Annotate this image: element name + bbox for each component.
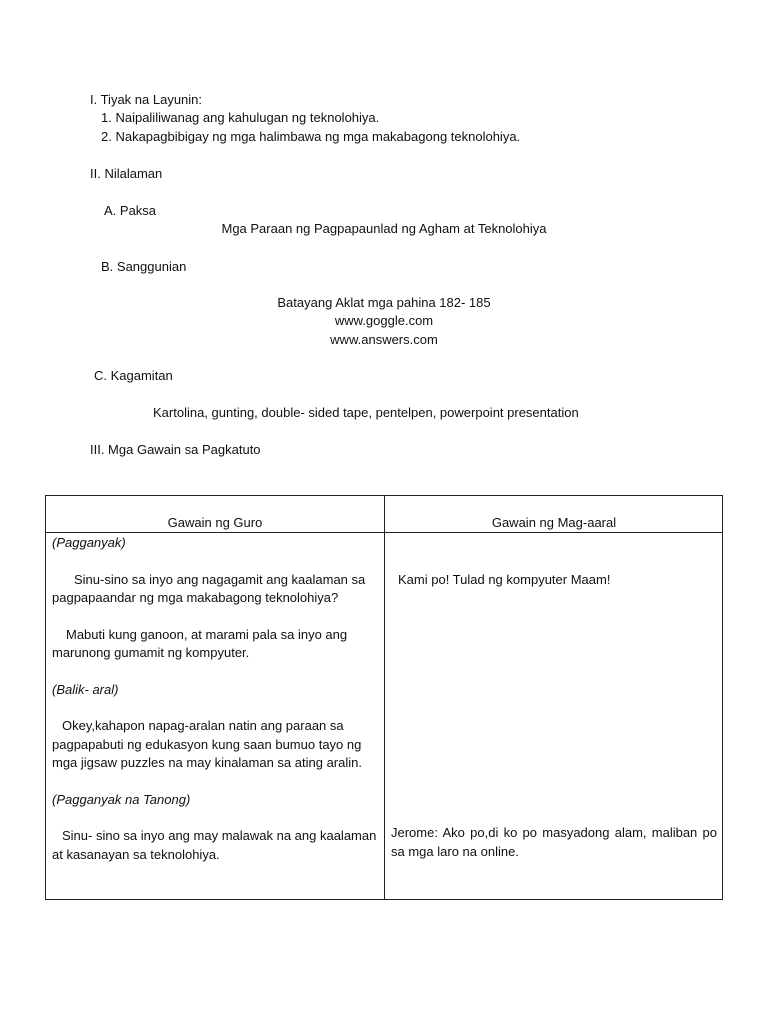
guro-paragraph-4: Sinu- sino sa inyo ang may malawak na ang kaalaman at kasanayan sa teknolohiya.: [52, 828, 377, 862]
header-mag-aaral: Gawain ng Mag-aaral: [491, 515, 617, 530]
guro-paragraph-1: Sinu-sino sa inyo ang nagagamit ang kaalaman sa pagpapaandar ng mga makabagong teknolohiya?: [52, 571, 366, 605]
kagamitan-value: Kartolina, gunting, double- sided tape, pentelpen, powerpoint presentation: [153, 405, 579, 420]
mag-aaral-column: [391, 534, 717, 859]
paksa-value: Mga Paraan ng Pagpapaunlad ng Agham at Teknolohiya: [221, 221, 547, 236]
activity-table: [45, 495, 723, 900]
pagganyak-tanong-label: (Pagganyak na Tanong): [52, 791, 191, 807]
section1-heading: I. Tiyak na Layunin:: [90, 92, 203, 107]
objective-item-1: 1. Naipaliliwanag ang kahulugan ng teknolohiya.: [101, 110, 380, 125]
header-divider: [46, 532, 722, 533]
sanggunian-label: B. Sanggunian: [101, 259, 187, 274]
sanggunian-link-2: www.answers.com: [330, 332, 438, 347]
pagganyak-label: (Pagganyak): [52, 535, 126, 550]
column-divider: [384, 496, 385, 899]
sanggunian-link-1: www.goggle.com: [334, 313, 434, 328]
guro-paragraph-3: Okey,kahapon napag-aralan natin ang paraan sa pagpapabuti ng edukasyon kung saan bumuo tayo ng mga jigsaw puzzles na may kinalaman sa ating aralin.: [52, 718, 362, 770]
guro-column: [52, 534, 378, 864]
guro-paragraph-2: Mabuti kung ganoon, at marami pala sa inyo ang marunong gumamit ng kompyuter.: [52, 626, 348, 660]
mag-aaral-response-1: Kami po! Tulad ng kompyuter Maam!: [398, 572, 611, 587]
kagamitan-label: C. Kagamitan: [94, 368, 173, 383]
section2-heading: II. Nilalaman: [90, 166, 163, 181]
mag-aaral-response-2: Jerome: Ako po,di ko po masyadong alam, maliban po sa mga laro na online.: [391, 825, 717, 859]
section3-heading: III. Mga Gawain sa Pagkatuto: [90, 442, 261, 457]
sanggunian-book: Batayang Aklat mga pahina 182- 185: [277, 295, 491, 310]
paksa-label: A. Paksa: [104, 203, 157, 218]
objective-item-2: 2. Nakapagbibigay ng mga halimbawa ng mga makabagong teknolohiya.: [101, 129, 521, 144]
balik-aral-label: (Balik- aral): [52, 681, 119, 697]
header-guro: Gawain ng Guro: [167, 515, 263, 530]
